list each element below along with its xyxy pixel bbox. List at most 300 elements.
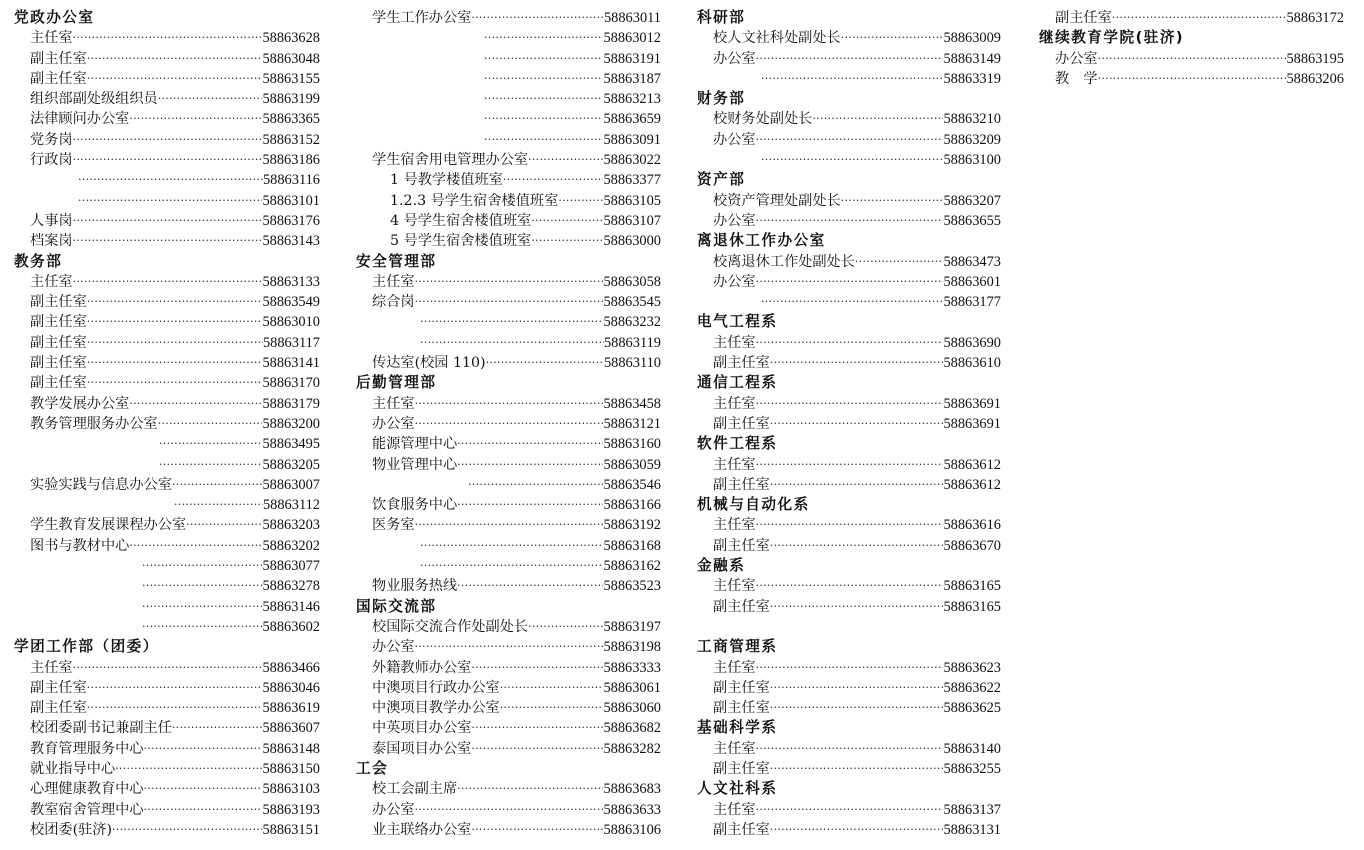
dot-leader [457,576,603,596]
department-heading: 资产部 [697,171,746,189]
phone-number: 58863670 [943,537,1001,554]
phone-number: 58863659 [603,111,661,128]
phone-number: 58863616 [943,517,1001,534]
phone-number: 58863165 [943,578,1001,595]
office-label: 办公室 [1055,50,1098,67]
office-label: 副主任室 [30,50,87,67]
phone-number: 58863119 [603,334,661,351]
department-heading: 继续教育学院(驻济) [1039,29,1185,47]
dot-leader [87,69,263,89]
phone-number: 58863012 [603,30,661,47]
phone-number: 58863179 [262,395,320,412]
dot-leader [770,536,944,556]
phone-number: 58863149 [943,50,1001,67]
phone-number: 58863655 [943,212,1001,229]
department-heading: 人文社科系 [697,780,778,798]
dot-leader [420,536,603,556]
phone-number: 58863209 [943,131,1001,148]
phone-number: 58863151 [262,821,320,838]
office-label: 副主任室 [713,700,770,717]
office-label: 副主任室 [713,476,770,493]
office-label: 校工会副主席 [372,781,458,798]
phone-number: 58863545 [603,294,661,311]
directory-entry [14,455,320,475]
directory-entry [14,515,320,535]
directory-entry [14,312,320,332]
directory-entry [356,109,661,129]
directory-entry [14,211,320,231]
directory-entry [356,658,661,678]
dot-leader [142,576,262,596]
dot-leader [87,353,263,373]
dot-leader [144,779,263,799]
phone-number: 58863213 [603,91,661,108]
dot-leader [558,191,603,211]
dot-leader [756,800,944,820]
department-heading: 工商管理系 [697,638,778,656]
office-label: 物业管理中心 [372,456,458,473]
office-label: 主任室 [713,456,756,473]
phone-number: 58863176 [262,212,320,229]
dot-leader [471,820,603,840]
office-label: 中英项目办公室 [372,720,472,737]
phone-number: 58863193 [262,801,320,818]
directory-entry [356,800,661,820]
office-label: 主任室 [30,273,73,290]
phone-number: 58863206 [1286,70,1344,87]
dot-leader [770,698,944,718]
office-label: 主任室 [713,659,756,676]
dot-leader [112,820,262,840]
phone-number: 58863022 [603,152,661,169]
directory-entry [14,231,320,251]
directory-entry [356,576,661,596]
department-heading: 软件工程系 [697,435,778,453]
directory-entry [697,353,1001,373]
directory-entry [356,69,661,89]
directory-entry [14,109,320,129]
office-label: 外籍教师办公室 [372,659,472,676]
office-label: 人事岗 [30,212,73,229]
office-label: 副主任室 [1055,10,1112,26]
dot-leader [770,820,944,840]
phone-number: 58863255 [943,760,1001,777]
directory-entry [356,170,661,190]
directory-entry [356,89,661,109]
dot-leader [761,69,943,89]
office-label: 副主任室 [713,821,770,838]
directory-entry [697,820,1001,840]
phone-number: 58863170 [262,375,320,392]
phone-number: 58863691 [943,395,1001,412]
department-heading: 学团工作部（团委） [14,638,159,656]
phone-number: 58863155 [262,70,320,87]
office-label: 副主任室 [30,334,87,351]
office-label: 副主任室 [30,294,87,311]
directory-entry [356,333,661,353]
dot-leader [73,211,263,231]
directory-entry [356,211,661,231]
dot-leader [174,495,263,515]
phone-number: 58863466 [262,659,320,676]
directory-entry [14,576,320,596]
phone-number: 58863000 [603,233,661,250]
directory-entry [697,150,1001,170]
dot-leader [87,292,263,312]
dot-leader [484,69,603,89]
phone-number: 58863116 [262,172,320,189]
dot-leader [500,678,604,698]
phone-number: 58863602 [262,618,320,635]
phone-number: 58863601 [943,273,1001,290]
directory-entry [356,272,661,292]
directory-entry [356,718,661,738]
phone-number: 58863473 [943,253,1001,270]
office-label: 副主任室 [30,70,87,87]
office-label: 校财务处副处长 [713,111,813,128]
office-label: 能源管理中心 [372,436,458,453]
phone-number: 58863203 [262,517,320,534]
office-label: 主任室 [372,273,415,290]
phone-number: 58863168 [603,537,661,554]
directory-entry [697,49,1001,69]
dot-leader [457,495,603,515]
dot-leader [770,353,944,373]
office-label: 副主任室 [30,314,87,331]
directory-entry [356,49,661,69]
office-label: 行政岗 [30,152,73,169]
directory-entry [356,191,661,211]
phone-number: 58863199 [262,91,320,108]
phone-number: 58863133 [262,273,320,290]
dot-leader [457,779,603,799]
directory-entry [697,536,1001,556]
phone-number: 58863061 [603,679,661,696]
office-label: 主任室 [372,395,415,412]
directory-entry [697,394,1001,414]
dot-leader [770,759,944,779]
directory-entry [356,637,661,657]
dot-leader [503,170,604,190]
office-label: 办公室 [372,639,415,656]
dot-leader [756,576,944,596]
directory-entry [14,617,320,637]
directory-entry [14,292,320,312]
phone-number: 58863165 [943,598,1001,615]
phone-number: 58863549 [262,294,320,311]
dot-leader [144,739,263,759]
dot-leader [468,475,603,495]
office-label: 综合岗 [372,294,415,311]
directory-entry [356,617,661,637]
office-label: 5 号学生宿舍楼值班室 [390,233,532,250]
directory-entry [697,475,1001,495]
dot-leader [471,8,604,28]
office-label: 主任室 [30,659,73,676]
dot-leader [756,130,944,150]
office-label: 副主任室 [713,415,770,432]
directory-entry [14,28,320,48]
office-label: 就业指导中心 [30,760,116,777]
office-label: 校人文社科处副处长 [713,30,841,47]
dot-leader [770,597,944,617]
dot-leader [841,191,944,211]
directory-column-1 [14,8,320,840]
directory-entry [697,414,1001,434]
dot-leader [172,718,263,738]
phone-number: 58863121 [603,415,661,432]
office-label: 心理健康教育中心 [30,781,144,798]
directory-entry [356,495,661,515]
department-heading: 国际交流部 [356,597,437,615]
office-label: 办公室 [713,131,756,148]
dot-leader [87,678,263,698]
phone-number: 58863622 [943,679,1001,696]
phone-number: 58863046 [262,679,320,696]
directory-entry [14,658,320,678]
directory-entry [356,231,661,251]
directory-entry [356,698,661,718]
office-label: 主任室 [713,801,756,818]
phone-number: 58863191 [603,50,661,67]
phone-number: 58863101 [262,192,320,209]
phone-number: 58863495 [262,436,320,453]
phone-number: 58863105 [603,192,661,209]
directory-entry [697,698,1001,718]
phone-number: 58863628 [262,30,320,47]
office-label: 教务管理服务办公室 [30,415,158,432]
dot-leader [471,718,603,738]
phone-number: 58863195 [1286,50,1344,67]
dot-leader [528,617,603,637]
directory-entry [697,800,1001,820]
phone-number: 58863137 [943,801,1001,818]
directory-entry [14,556,320,576]
phone-number: 58863150 [262,760,320,777]
department-heading: 财务部 [697,90,746,108]
directory-entry [356,312,661,332]
dot-leader [484,130,603,150]
dot-leader [158,89,263,109]
office-label: 1.2.3 号学生宿舍楼值班室 [390,192,559,209]
directory-entry [697,191,1001,211]
phone-number: 58863103 [262,781,320,798]
dot-leader [841,28,944,48]
directory-entry [356,556,661,576]
dot-leader [531,211,603,231]
office-label: 业主联络办公室 [372,821,472,838]
dot-leader [415,414,604,434]
directory-entry [14,759,320,779]
phone-number: 58863619 [262,700,320,717]
phone-number: 58863048 [262,50,320,67]
dot-leader [415,292,604,312]
directory-entry [356,150,661,170]
dot-leader [756,394,944,414]
directory-entry [697,69,1001,89]
phone-number: 58863112 [262,497,320,514]
office-label: 教室宿舍管理中心 [30,801,144,818]
dot-leader [415,515,604,535]
phone-number: 58863282 [603,740,661,757]
department-heading: 教务部 [14,252,63,270]
office-label: 学生教育发展课程办公室 [30,517,187,534]
directory-entry [14,718,320,738]
dot-leader [528,150,603,170]
dot-leader [415,800,604,820]
dot-leader [186,515,262,535]
directory-entry [697,252,1001,272]
department-heading: 科研部 [697,9,746,26]
directory-entry [356,779,661,799]
directory-entry [14,414,320,434]
department-heading: 金融系 [697,557,746,575]
phone-number: 58863683 [603,781,661,798]
department-heading: 离退休工作办公室 [697,232,826,250]
directory-entry [14,678,320,698]
dot-leader [457,455,603,475]
phone-number: 58863612 [943,476,1001,493]
office-label: 主任室 [30,30,73,47]
office-label: 法律顾问办公室 [30,111,130,128]
office-label: 校国际交流合作处副处长 [372,618,529,635]
directory-entry [697,455,1001,475]
phone-number: 58863060 [603,700,661,717]
dot-leader [420,556,603,576]
phone-number: 58863162 [603,558,661,575]
dot-leader [159,434,262,454]
directory-entry [697,576,1001,596]
directory-entry [697,678,1001,698]
office-label: 饮食服务中心 [372,497,458,514]
directory-column-3 [697,8,1001,840]
phone-number: 58863546 [603,476,661,493]
office-label: 教育管理服务中心 [30,740,144,757]
office-label: 主任室 [713,578,756,595]
phone-number: 58863202 [262,537,320,554]
office-label: 主任室 [713,334,756,351]
office-label: 组织部副处级组织员 [30,91,158,108]
dot-leader [73,231,263,251]
department-heading: 后勤管理部 [356,374,437,392]
phone-number: 58863152 [262,131,320,148]
directory-entry [14,89,320,109]
dot-leader [484,49,603,69]
phone-number: 58863100 [943,152,1001,169]
phone-number: 58863612 [943,456,1001,473]
dot-leader [471,739,603,759]
directory-entry [356,8,661,28]
office-label: 4 号学生宿舍楼值班室 [390,212,532,229]
phone-number: 58863077 [262,558,320,575]
phone-number: 58863011 [603,10,661,26]
office-label: 办公室 [713,212,756,229]
office-label: 主任室 [713,395,756,412]
phone-number: 58863365 [262,111,320,128]
office-label: 医务室 [372,517,415,534]
directory-entry [356,130,661,150]
dot-leader [761,150,943,170]
phone-number: 58863278 [262,578,320,595]
office-label: 办公室 [713,50,756,67]
office-label: 物业服务热线 [372,578,458,595]
dot-leader [87,312,263,332]
department-heading: 电气工程系 [697,313,778,331]
phone-number: 58863177 [943,294,1001,311]
phone-number: 58863131 [943,821,1001,838]
phone-number: 58863319 [943,70,1001,87]
dot-leader [87,373,263,393]
directory-entry [356,739,661,759]
office-label: 办公室 [713,273,756,290]
dot-leader [78,191,262,211]
phone-number: 58863186 [262,152,320,169]
directory-entry [14,353,320,373]
dot-leader [78,170,263,190]
phone-number: 58863691 [943,415,1001,432]
office-label: 实验实践与信息办公室 [30,476,172,493]
directory-entry [14,69,320,89]
dot-leader [756,333,944,353]
phone-number: 58863110 [603,355,661,372]
dot-leader [415,272,604,292]
office-label: 副主任室 [713,760,770,777]
dot-leader [457,434,603,454]
directory-entry [14,191,320,211]
dot-leader [770,475,944,495]
dot-leader [415,394,604,414]
directory-entry [356,820,661,840]
office-label: 副主任室 [30,355,87,372]
phone-number: 58863377 [603,172,661,189]
directory-entry [356,455,661,475]
dot-leader [500,698,604,718]
phone-number: 58863458 [603,395,661,412]
dot-leader [73,28,263,48]
dot-leader [756,739,944,759]
phone-number: 58863207 [943,192,1001,209]
dot-leader [770,678,944,698]
dot-leader [756,658,944,678]
directory-entry [356,353,661,373]
phone-number: 58863106 [603,821,661,838]
directory-entry [356,434,661,454]
phone-number: 58863148 [262,740,320,757]
phone-number: 58863091 [603,131,661,148]
dot-leader [1112,8,1287,28]
dot-leader [142,556,262,576]
directory-entry [14,739,320,759]
dot-leader [484,89,603,109]
department-heading: 安全管理部 [356,252,437,270]
spacer [697,617,1001,637]
office-label: 党务岗 [30,131,73,148]
phone-number: 58863210 [943,111,1001,128]
directory-entry [14,800,320,820]
phone-number: 58863143 [262,233,320,250]
dot-leader [142,617,262,637]
phone-number: 58863117 [262,334,320,351]
office-label: 档案岗 [30,233,73,250]
office-label: 中澳项目行政办公室 [372,679,500,696]
phone-number: 58863205 [262,456,320,473]
directory-entry [697,28,1001,48]
phone-number: 58863523 [603,578,661,595]
phone-number: 58863625 [943,700,1001,717]
phone-number: 58863107 [603,212,661,229]
directory-entry [697,597,1001,617]
dot-leader [415,637,604,657]
